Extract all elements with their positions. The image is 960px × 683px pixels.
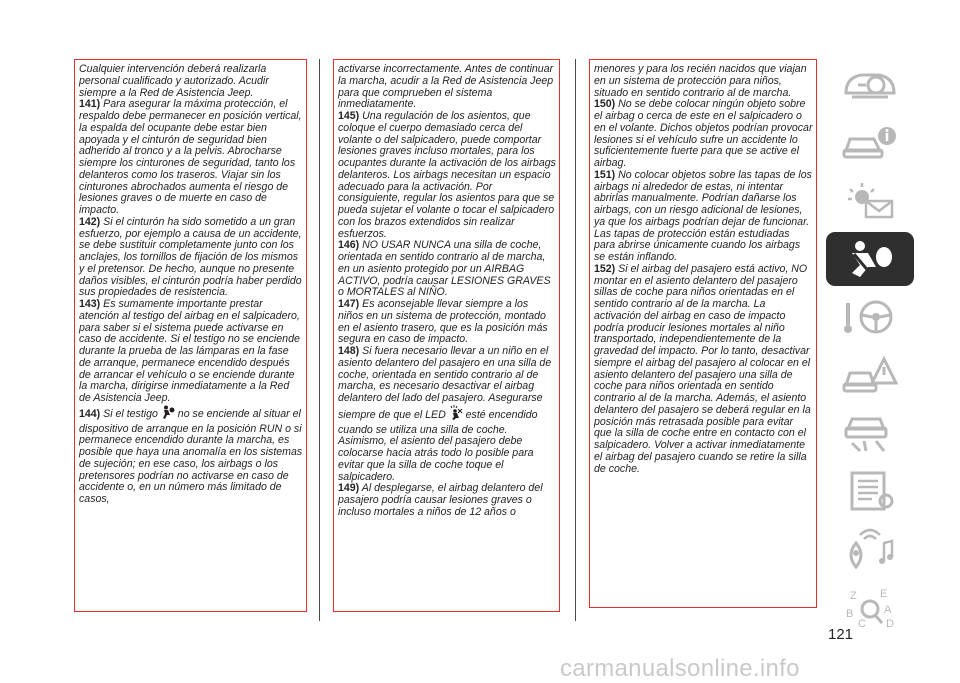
tab-starting-driving[interactable] — [826, 290, 914, 344]
tab-emergency[interactable] — [826, 348, 914, 402]
paragraph-continuation: activarse incorrectamente. Antes de continuar la marcha, acudir a la Red de Asistencia Jeep para que comprueben el sistema inmediatamente. — [338, 63, 554, 111]
svg-text:B: B — [846, 608, 854, 620]
note-number: 145) — [338, 110, 360, 122]
svg-text:D: D — [886, 618, 894, 629]
tab-dashboard[interactable] — [826, 58, 914, 112]
paragraph-145: 145) Una regulación de los asientos, que coloque el cuerpo demasiado cerca del volante o del salpicadero, puede comportar lesiones graves incluso mortales, para los ocupantes durante la activación de los airbags delanteros. Los airbags necesitan un espacio adecuado para la activación. Por consiguiente, regular los asientos para que se pueda sujetar el volante o tocar el salpicadero con los brazos extendidos sin realizar esfuerzos. — [338, 110, 556, 240]
note-number: 152) — [594, 262, 616, 275]
paragraph-146: 146) NO USAR NUNCA una silla de coche, orientada en sentido contrario al de marcha, en un asiento protegido por un AIRBAG ACTIVO, podría causar LESIONES GRAVES o MORTALES al NIÑO. — [338, 239, 551, 299]
paragraph-151: 151) No colocar objetos sobre las tapas de los airbags ni alrededor de estas, ni intentar abrirlas manualmente. Podrían dañarse los airbags, con un riesgo adicional de lesiones, ya que los airbags podrían dejar de funcionar. Las tapas de protección están estudiadas para abrirse únicamente cuando los airbags se están inflando. — [594, 168, 812, 263]
note-number: 151) — [594, 168, 616, 181]
tab-technical-data[interactable] — [826, 464, 914, 518]
paragraph-150: 150) No se debe colocar ningún objeto sobre el airbag o cerca de este en el salpicadero o en el volante. Dichos objetos podrían provocar lesiones si el vehículo sufre un accidente lo suficientemente fuerte para que se active el airbag. — [594, 98, 813, 169]
note-number: 142) — [79, 215, 101, 228]
paragraph-152: 152) Si el airbag del pasajero está activo, NO montar en el asiento delantero del pasajero sillas de coche para niños orientadas en el sentido contrario al de la marcha. La activación del airbag en caso de impacto podría producir lesiones mortales al niño transportado, independientemente de la gravedad del impacto. Por lo tanto, desactivar siempre el airbag del pasajero al colocar en el asiento delantero del pasajero una silla de coche para niños orientada en sentido contrario al de la marcha. Además, el asiento delantero del pasajero se deberá regular en la posición más retrasada posible para evitar que la silla de coche entre en contacto con el salpicadero. Volver a activar inmediatamente el airbag del pasajero cuando se retire la silla de coche. — [594, 262, 811, 475]
passenger-airbag-off-icon — [449, 405, 463, 425]
column-divider — [319, 59, 320, 621]
text-column-3 — [589, 59, 817, 608]
text-column-2 — [333, 59, 560, 612]
svg-text:E: E — [880, 588, 888, 600]
car-info-icon — [840, 121, 900, 165]
paragraph-143: 143) Es sumamente importante prestar atención al testigo del airbag en el salpicadero, para saber si el sistema puede activarse en caso de accidente. Si el testigo no se enciende durante la prueba de las lámparas en la fase de arranque, permanece encendido después de arrancar el vehículo o se enciende durante la marcha, dirigirse inmediatamente a la Red de Asistencia Jeep. — [79, 298, 300, 404]
note-number: 147) — [338, 298, 360, 310]
dashboard-car-icon — [840, 63, 900, 107]
paragraph-147: 147) Es aconsejable llevar siempre a los niños en un sistema de protección, montado en el asiento trasero, que es la posición más segura en caso de impacto. — [338, 298, 548, 346]
paragraph-148: 148) Si fuera necesario llevar a un niño en el asiento delantero del pasajero en una silla de coche, orientada en sentido contrario al de marcha, es necesario desactivar el airbag delantero del lado del pasajero. Asegurarse siempre de que el LED esté encendido cuando se utiliza una silla de coche. Asimismo, el asiento del pasajero debe colocarse hacia atrás todo lo posible para evitar que la silla de coche toque el salpicadero. — [338, 345, 552, 483]
tab-safety[interactable] — [826, 232, 914, 286]
note-number: 148) — [338, 345, 360, 357]
paragraph-intro: Cualquier intervención deberá realizarla personal cualificado y autorizado. Acudir siempre a la Red de Asistencia Jeep. — [79, 63, 269, 99]
tab-multimedia[interactable] — [826, 522, 914, 576]
car-warning-icon — [840, 353, 900, 397]
text-column-1 — [74, 59, 307, 612]
note-number: 143) — [79, 298, 101, 310]
airbag-seatbelt-icon — [840, 237, 900, 281]
steering-wheel-icon — [840, 295, 900, 339]
tab-lights-indicators[interactable] — [826, 174, 914, 228]
tab-getting-to-know[interactable] — [826, 116, 914, 170]
note-number: 149) — [338, 482, 360, 495]
paragraph-142: 142) Si el cinturón ha sido sometido a un gran esfuerzo, por ejemplo a causa de un accidente, se debe sustituir completamente junto con los anclajes, los tornillos de fijación de los mismos y el pretensor. De hecho, aunque no presente daños visibles, el cinturón podría haber perdido sus propiedades de resistencia. — [79, 215, 302, 299]
lights-mail-icon — [840, 179, 900, 223]
note-number: 150) — [594, 98, 616, 111]
svg-text:C: C — [858, 618, 866, 629]
paragraph-149: 149) Al desplegarse, el airbag delantero del pasajero podría causar lesiones graves o incluso mortales a niños de 12 años o — [338, 482, 543, 518]
car-service-icon — [840, 411, 900, 455]
multimedia-icon — [840, 527, 900, 571]
airbag-warning-icon — [161, 405, 175, 424]
svg-text:Z: Z — [850, 590, 857, 602]
chapter-sidebar — [826, 58, 918, 638]
svg-text:A: A — [884, 604, 892, 616]
tab-maintenance[interactable] — [826, 406, 914, 460]
alphabet-index-icon — [840, 585, 900, 629]
note-number: 144) — [79, 407, 101, 420]
specifications-icon — [840, 469, 900, 513]
column-divider — [575, 59, 576, 621]
paragraph-continuation: menores y para los recién nacidos que viajan en un sistema de protección para niños, situado en sentido contrario al de marcha. — [594, 63, 807, 99]
paragraph-144: 144) Si el testigo no se enciende al situar el dispositivo de arranque en la posición RUN o si permanece encendido durante la marcha, es posible que haya una anomalía en los sistemas de sujeción; en ese caso, los airbags o los pretensores podrían no activarse en caso de accidente o, en un número más limitado de casos, — [79, 405, 303, 506]
note-number: 146) — [338, 239, 360, 252]
note-number: 141) — [79, 98, 101, 111]
page-number: 121 — [828, 626, 854, 643]
watermark: carmanualsonline.info — [560, 655, 800, 682]
paragraph-141: 141) Para asegurar la máxima protección, el respaldo debe permanecer en posición vertical, la espalda del ocupante debe estar bien apoyada y el cinturón de seguridad bien adherido al tronco y a la pelvis. Abrocharse siempre los cinturones de seguridad, tanto los delanteros como los traseros. Viajar sin los cinturones abrochados aumenta el riesgo de lesiones graves o de muerte en caso de impacto. — [79, 98, 302, 216]
